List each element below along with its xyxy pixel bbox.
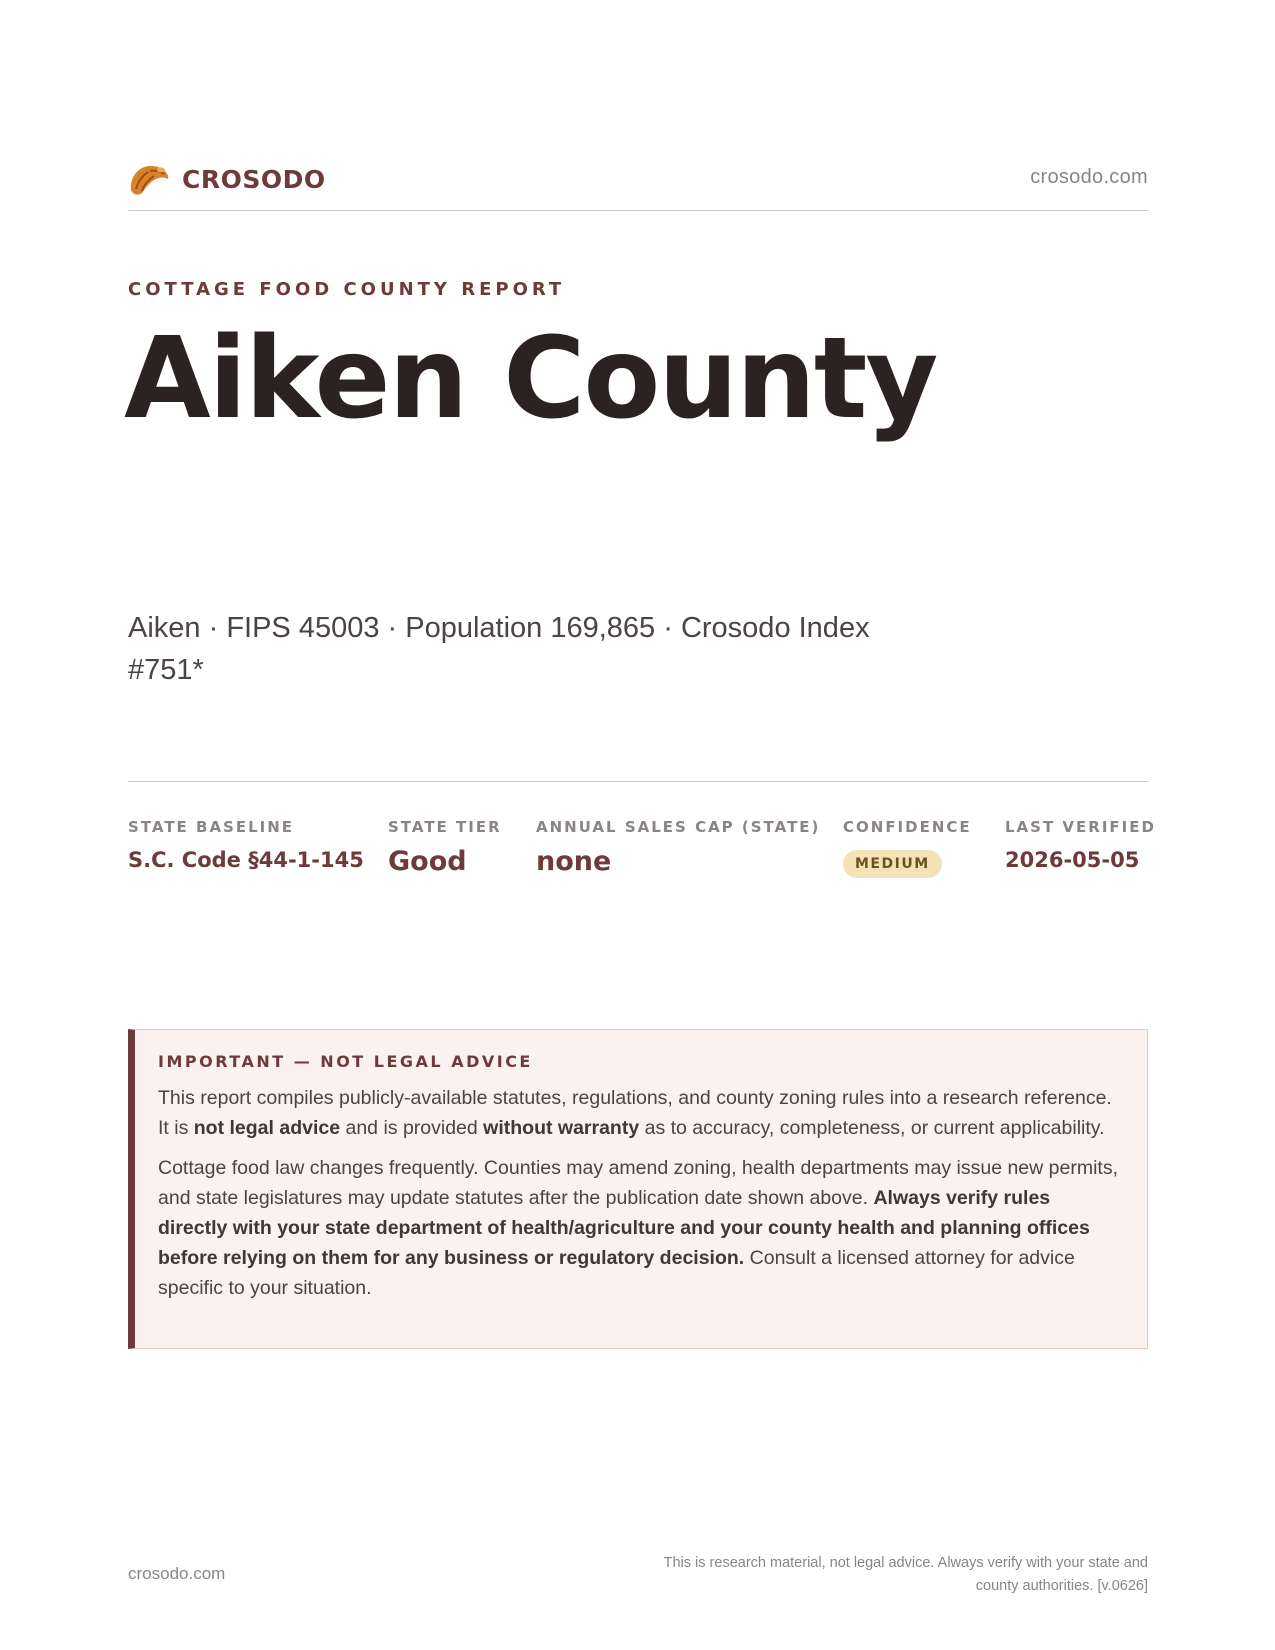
section-divider <box>128 781 1148 782</box>
county-subtitle: Aiken · FIPS 45003 · Population 169,865 · Crosodo Index #751* <box>128 612 870 686</box>
stat-confidence <box>843 818 972 878</box>
notice-text: as to accuracy, completeness, or current applicability. <box>639 1117 1105 1139</box>
stat-label: ANNUAL SALES CAP (STATE) <box>536 818 821 836</box>
notice-paragraph-1 <box>158 1083 1123 1143</box>
notice-text: Consult a licensed attorney for advice specific to your situation. <box>158 1247 1075 1299</box>
notice-emphasis: without warranty <box>483 1117 640 1139</box>
report-page <box>124 0 1156 1650</box>
legal-notice-box <box>128 1029 1148 1349</box>
notice-text: and is provided <box>340 1117 484 1139</box>
notice-emphasis: not legal advice <box>193 1117 341 1139</box>
brand-logo <box>128 160 326 198</box>
notice-text: This report compiles publicly-available statutes, regulations, and county zoning rules into a research reference. It is <box>158 1087 1112 1139</box>
header-site-link[interactable]: crosodo.com <box>1030 166 1148 188</box>
footer-site-link[interactable]: crosodo.com <box>128 1564 226 1583</box>
report-type-label: COTTAGE FOOD COUNTY REPORT <box>128 279 566 300</box>
stat-state-baseline <box>128 818 364 872</box>
stat-value: 2026-05-05 <box>1005 848 1140 872</box>
stat-value: S.C. Code §44-1-145 <box>128 848 364 872</box>
notice-emphasis: Always verify rules directly with your state department of health/agriculture and your county health and planning offices before relying on them for any business or regulatory decision. <box>158 1187 1090 1269</box>
notice-title: IMPORTANT — NOT LEGAL ADVICE <box>158 1052 533 1071</box>
footer-disclaimer: This is research material, not legal advice. Always verify with your state and county authorities. [v.0626] <box>663 1555 1148 1594</box>
confidence-badge: MEDIUM <box>843 850 942 878</box>
stat-value: none <box>536 846 612 877</box>
notice-paragraph-2 <box>158 1153 1123 1303</box>
page-header <box>128 158 1148 211</box>
stat-last-verified <box>1005 818 1156 872</box>
stat-label: STATE TIER <box>388 818 502 836</box>
stat-label: LAST VERIFIED <box>1005 818 1156 836</box>
stat-value: Good <box>388 846 467 877</box>
page-title: Aiken County <box>124 314 937 444</box>
stat-state-tier <box>388 818 502 877</box>
stat-label: CONFIDENCE <box>843 818 972 836</box>
croissant-icon <box>128 160 170 198</box>
stat-label: STATE BASELINE <box>128 818 295 836</box>
stat-annual-sales-cap <box>536 818 820 877</box>
brand-name: CROSODO <box>182 164 326 194</box>
notice-text: Cottage food law changes frequently. Counties may amend zoning, health departments may issue new permits, and state legislatures may update statutes after the publication date shown above. <box>158 1157 1118 1209</box>
